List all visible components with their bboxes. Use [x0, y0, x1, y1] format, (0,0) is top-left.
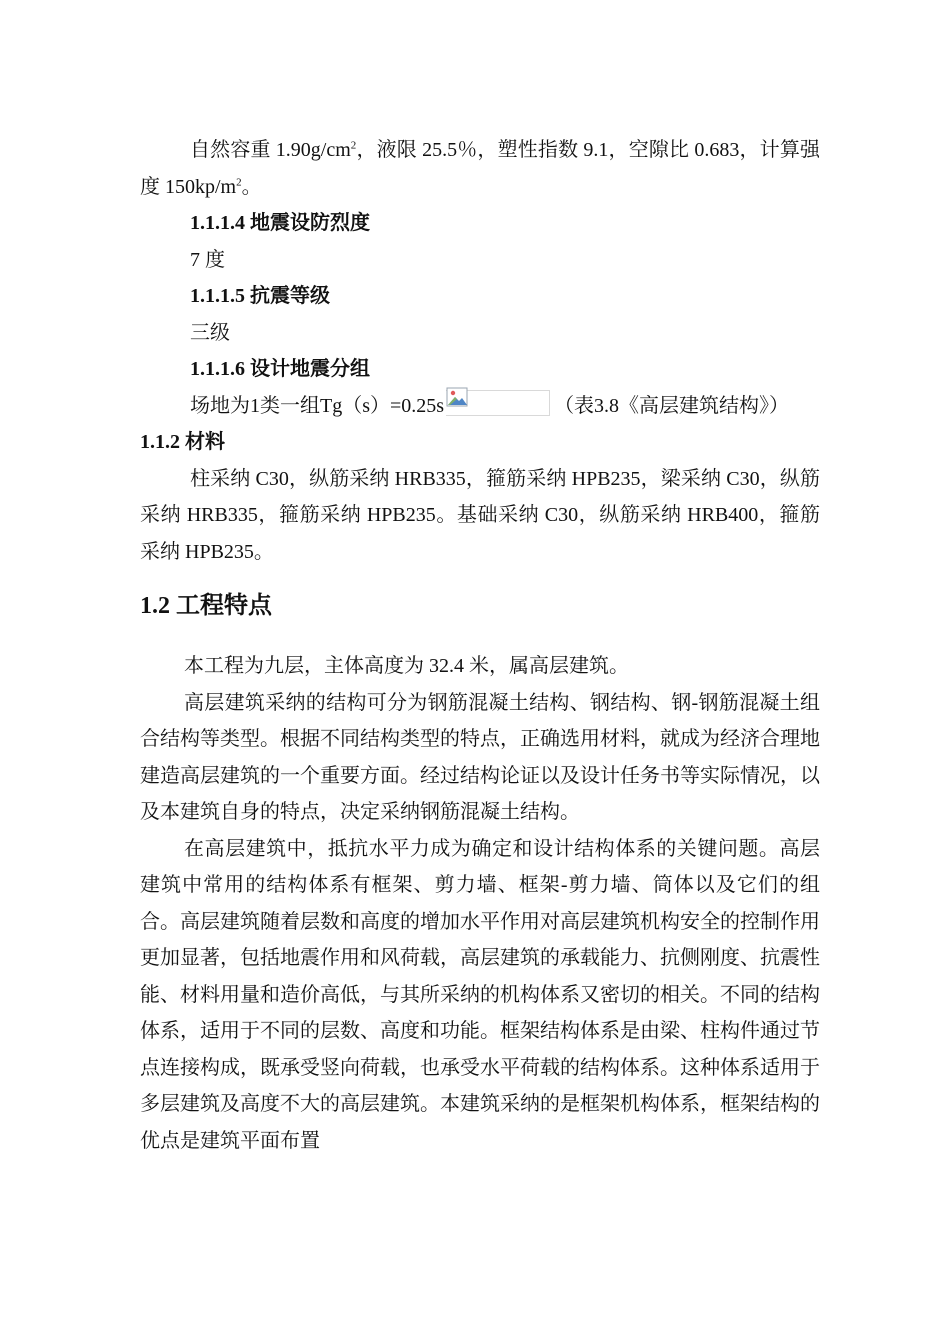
seismic-group-paragraph [140, 388, 820, 425]
heading-1-1-1-6: 1.1.1.6 设计地震分组 [190, 358, 370, 380]
seismic-intensity-value: 7 度 [190, 248, 225, 271]
seismic-grade-value: 三级 [190, 321, 230, 344]
table-reference-text: （表3.8《高层建筑结构》） [554, 394, 790, 417]
soil-properties-end: 。 [241, 175, 262, 198]
heading-1-1-1-5: 1.1.1.5 抗震等级 [190, 285, 330, 307]
strength-superscript: 2 [236, 175, 242, 188]
soil-properties-paragraph [140, 132, 820, 205]
heading-1-1-1-4: 1.1.1.4 地震设防烈度 [190, 212, 370, 234]
site-class-text: 场地为1类一组Tg（s）=0.25s [190, 394, 445, 417]
project-paragraph-3: 在高层建筑中，抵抗水平力成为确定和设计结构体系的关键问题。高层建筑中常用的结构体系有框架、剪力墙、框架-剪力墙、筒体以及它们的组合。高层建筑随着层数和高度的增加水平作用对高层建筑机构安全的控制作用更加显著，包括地震作用和风荷载，高层建筑的承载能力、抗侧刚度、抗震性能、材料用量和造价高低，与其所采纳的机构体系又密切的相关。不同的结构体系，适用于不同的层数、高度和功能。框架结构体系是由梁、柱构件通过节点连接构成，既承受竖向荷载，也承受水平荷载的结构体系。这种体系适用于多层建筑及高度不大的高层建筑。本建筑采纳的是框架机构体系，框架结构的优点是建筑平面布置 [140, 837, 820, 1152]
materials-paragraph: 柱采纳 C30，纵筋采纳 HRB335，箍筋采纳 HPB235，梁采纳 C30，纵筋采纳 HRB335，箍筋采纳 HPB235。基础采纳 C30，纵筋采纳 HRB400，箍筋采纳 HPB235。 [140, 467, 820, 563]
project-paragraph-1: 本工程为九层，主体高度为 32.4 米，属高层建筑。 [184, 655, 629, 677]
soil-density-text: 自然容重 1.90g/cm [190, 139, 351, 161]
soil-properties-text: ，液限 25.5％，塑性指数 9.1，空隙比 0.683，计算强度 150kp/m [140, 139, 820, 198]
density-superscript: 2 [350, 139, 357, 152]
project-paragraph-2: 高层建筑采纳的结构可分为钢筋混凝土结构、钢结构、钢-钢筋混凝土组合结构等类型。根据不同结构类型的特点，正确选用材料，就成为经济合理地建造高层建筑的一个重要方面。经过结构论证以及设计任务书等实际情况，以及本建筑自身的特点，决定采纳钢筋混凝土结构。 [140, 691, 820, 823]
broken-image-icon [446, 390, 550, 416]
document-body [140, 132, 820, 1159]
heading-1-1-2: 1.1.2 材料 [140, 431, 225, 453]
heading-1-2: 1.2 工程特点 [140, 593, 272, 619]
